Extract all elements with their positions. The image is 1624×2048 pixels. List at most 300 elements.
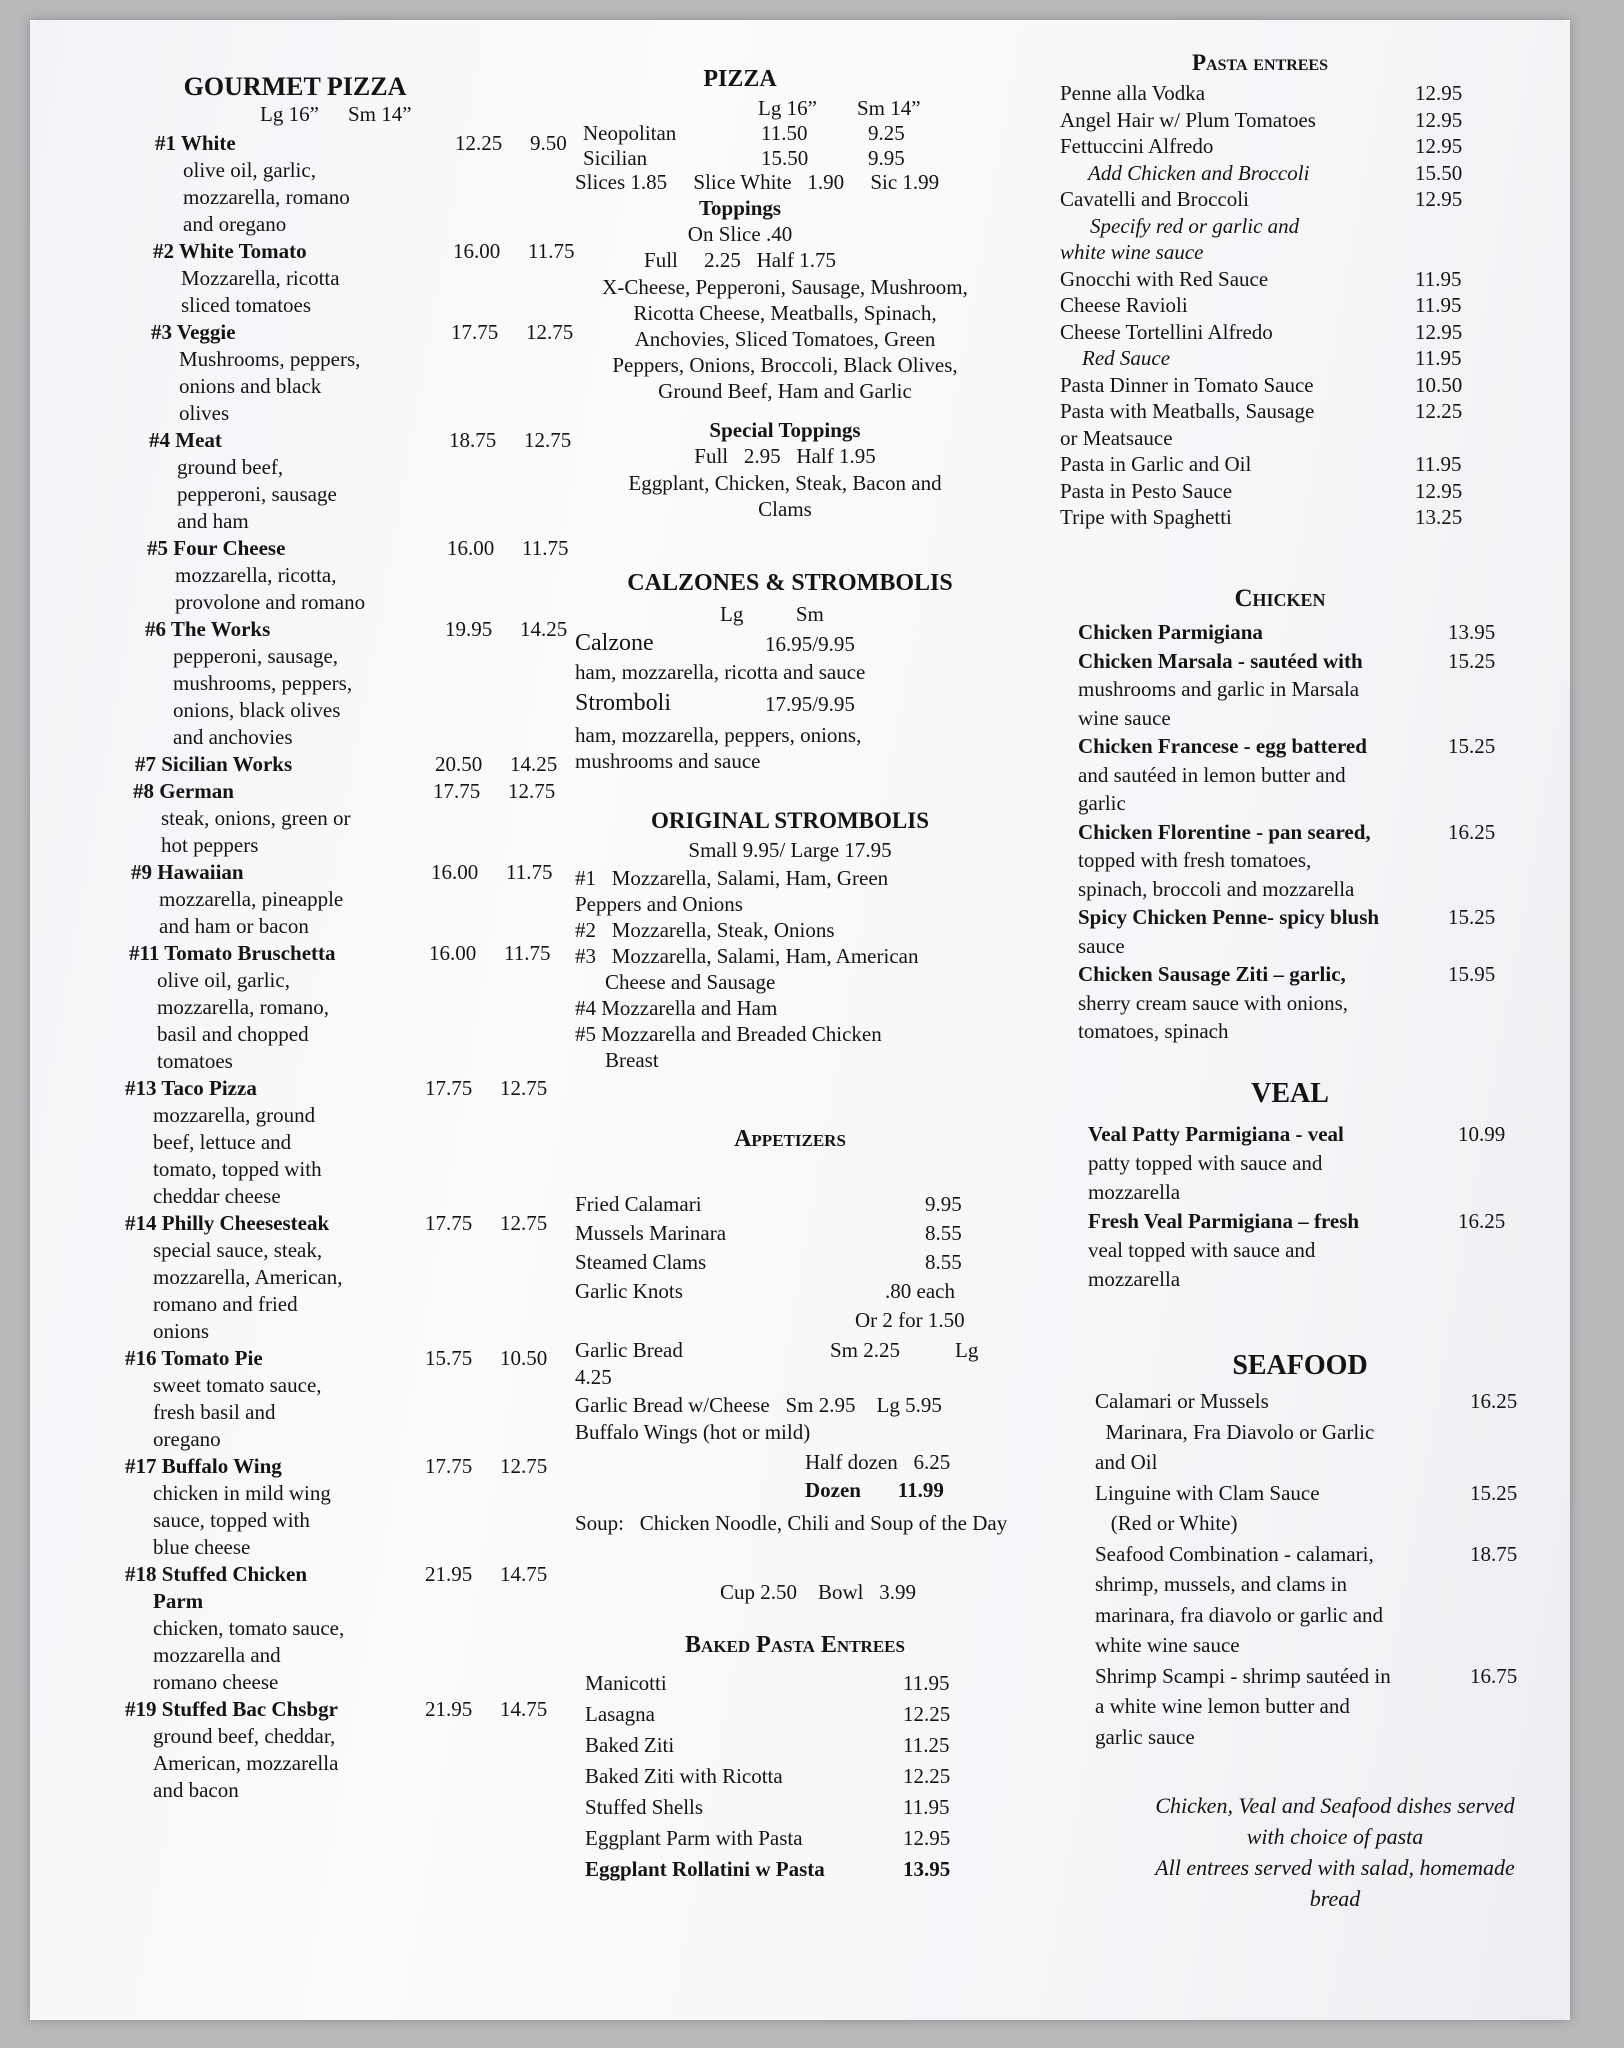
pasta-entree-name: Pasta in Garlic and Oil [1060, 452, 1252, 476]
gourmet-pizza-description: pepperoni, sausage, [173, 644, 339, 668]
gourmet-pizza-price-lg: 19.95 [445, 617, 493, 641]
gourmet-pizza-description: and ham [177, 509, 249, 533]
pasta-entree-row [1060, 239, 1445, 266]
chicken-entree-line: mushrooms and garlic in Marsala [1078, 677, 1360, 701]
gourmet-pizza-description: onions, black olives [173, 698, 341, 722]
veal-title: VEAL [1251, 1078, 1329, 1109]
gourmet-pizza-item [125, 1210, 595, 1345]
chicken-entree-item [1078, 960, 1496, 1046]
gourmet-pizza-description: steak, onions, green or [161, 806, 351, 830]
gourmet-pizza-description: Parm [153, 1589, 204, 1613]
gourmet-pizza-price-lg: 15.75 [425, 1346, 473, 1370]
seafood-list [1095, 1386, 1540, 1752]
gourmet-pizza-description: tomato, topped with [153, 1157, 322, 1181]
seafood-entree-line: and Oil [1095, 1450, 1158, 1474]
baked-pasta-row [585, 1823, 951, 1854]
seafood-entree-line: marinara, fra diavolo or garlic and [1095, 1602, 1384, 1627]
wings-dozen: Dozen 11.99 [805, 1478, 944, 1502]
baked-pasta-row [585, 1854, 951, 1885]
soup-cup-bowl: Cup 2.50 Bowl 3.99 [720, 1580, 917, 1604]
original-stromboli-line: #4 Mozzarella and Ham [575, 996, 778, 1020]
toppings-on-slice: On Slice .40 [687, 222, 793, 246]
appetizer-price: 9.95 [925, 1192, 962, 1216]
baked-pasta-row [585, 1730, 950, 1761]
seafood-entree-line: (Red or White) [1095, 1511, 1238, 1535]
seafood-entree-line: Seafood Combination - calamari, [1095, 1541, 1374, 1566]
seafood-entree-item [1095, 1478, 1540, 1539]
gourmet-pizza-name: #17 Buffalo Wing [125, 1454, 282, 1478]
gourmet-pizza-description: mozzarella, pineapple [159, 887, 344, 911]
topping-line: Ricotta Cheese, Meatballs, Spinach, [633, 301, 937, 325]
pasta-entree-price: 12.95 [1415, 319, 1463, 344]
chicken-entree-item [1078, 647, 1496, 733]
gourmet-pizza-description: oregano [153, 1427, 221, 1451]
chicken-entree-line: Chicken Francese - egg battered [1078, 734, 1367, 758]
garlic-bread: Garlic Bread [575, 1338, 683, 1362]
chicken-entree-line: and sautéed in lemon butter and [1078, 762, 1346, 787]
calzone-price: 16.95/9.95 [765, 632, 855, 656]
pizza-price-lg: 15.50 [761, 146, 809, 170]
original-stromboli-line: Cheese and Sausage [605, 970, 776, 994]
gourmet-pizza-item [147, 535, 595, 616]
baked-pasta-name: Manicotti [585, 1671, 667, 1695]
wings-half-dozen: Half dozen 6.25 [805, 1450, 951, 1474]
gourmet-pizza-name: #2 White Tomato [153, 239, 307, 263]
pasta-entree-row [1060, 345, 1462, 372]
gourmet-pizza-description: mushrooms, peppers, [173, 671, 353, 695]
appetizer-name: Mussels Marinara [575, 1221, 727, 1245]
appetizer-name: Garlic Knots [575, 1279, 683, 1303]
pizza-row [583, 146, 913, 171]
gourmet-pizza-price-sm: 14.75 [500, 1697, 548, 1721]
pasta-entree-row [1060, 372, 1463, 399]
pasta-entree-price: 12.95 [1415, 478, 1463, 503]
gourmet-pizza-row [125, 1345, 595, 1372]
gourmet-pizza-price-sm: 11.75 [528, 239, 575, 263]
seafood-entree-line: Linguine with Clam Sauce [1095, 1480, 1320, 1505]
pizza-price-sm: 9.95 [868, 146, 905, 170]
pasta-entree-name: Cavatelli and Broccoli [1060, 187, 1249, 211]
gourmet-pizza-price-lg: 17.75 [425, 1076, 473, 1100]
calzones-sizes: Lg Sm [720, 602, 824, 626]
appetizer-row [575, 1219, 995, 1248]
pasta-entree-row [1060, 292, 1462, 319]
pasta-entree-row [1060, 213, 1445, 240]
pizza-slices: Slices 1.85 Slice White 1.90 Sic 1.99 [575, 170, 940, 194]
pasta-entree-name: Pasta in Pesto Sauce [1060, 478, 1233, 503]
special-topping-line: Clams [758, 497, 812, 521]
chicken-entree-line: Chicken Florentine - pan seared, [1078, 819, 1371, 844]
veal-entree-line: mozzarella [1088, 1267, 1181, 1291]
garlic-bread-cheese: Garlic Bread w/Cheese Sm 2.95 Lg 5.95 [575, 1393, 942, 1417]
gourmet-pizza-price-sm: 9.50 [530, 131, 567, 155]
gourmet-pizza-description: olives [179, 401, 230, 425]
gourmet-pizza-description: sliced tomatoes [181, 293, 312, 317]
special-toppings-list [575, 470, 995, 522]
chicken-entree-line: Chicken Sausage Ziti – garlic, [1078, 962, 1346, 986]
seafood-entree-price: 18.75 [1470, 1541, 1518, 1566]
gourmet-pizza-row [125, 1453, 595, 1480]
gourmet-pizza-row [151, 319, 595, 346]
chicken-entree-price: 15.95 [1448, 962, 1496, 986]
special-topping-line: Eggplant, Chicken, Steak, Bacon and [628, 471, 942, 495]
gourmet-pizza-name: #19 Stuffed Bac Chsbgr [125, 1697, 338, 1721]
gourmet-pizza-description: romano cheese [153, 1670, 279, 1694]
special-toppings-prices: Full 2.95 Half 1.95 [694, 444, 876, 468]
original-strombolis-list [575, 865, 1035, 1073]
seafood-entree-price: 15.25 [1470, 1480, 1518, 1505]
gourmet-pizza-name: #4 Meat [149, 428, 222, 452]
calzone-description: ham, mozzarella, ricotta and sauce [575, 660, 866, 684]
gourmet-pizza-name: #6 The Works [145, 617, 271, 641]
chicken-entree-item [1078, 903, 1496, 960]
baked-pasta-price: 11.95 [903, 1671, 950, 1695]
pasta-entree-name: Add Chicken and Broccoli [1088, 160, 1310, 185]
original-stromboli-line: #3 Mozzarella, Salami, Ham, American [575, 944, 919, 968]
gourmet-pizza-row [125, 1561, 595, 1588]
gourmet-pizza-description: mozzarella and [153, 1643, 281, 1667]
gourmet-pizza-description: Mushrooms, peppers, [179, 347, 361, 371]
stromboli-name: Stromboli [575, 690, 672, 716]
gourmet-pizza-description: and bacon [153, 1778, 239, 1802]
appetizer-price: .80 each [885, 1279, 955, 1303]
gourmet-pizza-description: hot peppers [161, 833, 259, 857]
pasta-entree-name: Gnocchi with Red Sauce [1060, 266, 1269, 291]
gourmet-pizza-item [133, 778, 595, 859]
gourmet-pizza-row [125, 1210, 595, 1237]
pasta-entree-price: 11.95 [1415, 346, 1462, 370]
gourmet-pizza-price-lg: 16.00 [429, 941, 477, 965]
gourmet-pizza-price-sm: 10.50 [500, 1346, 548, 1370]
toppings-title: Toppings [698, 196, 782, 220]
seafood-entree-line: shrimp, mussels, and clams in [1095, 1572, 1347, 1596]
pasta-entree-name: Pasta Dinner in Tomato Sauce [1060, 372, 1314, 397]
appetizer-row [575, 1190, 995, 1219]
gourmet-pizza-price-sm: 14.25 [510, 752, 558, 776]
stromboli-description [575, 722, 861, 774]
gourmet-pizza-description: provolone and romano [175, 590, 366, 614]
gourmet-pizza-price-sm: 12.75 [524, 428, 572, 452]
chicken-entree-line: tomatoes, spinach [1078, 1019, 1229, 1043]
gourmet-pizza-description: beef, lettuce and [153, 1130, 292, 1154]
veal-entree-line: veal topped with sauce and [1088, 1238, 1316, 1262]
chicken-title: Chicken [1234, 585, 1326, 612]
seafood-entree-line: garlic sauce [1095, 1724, 1195, 1749]
gourmet-pizza-name: #3 Veggie [151, 320, 236, 344]
topping-line: Ground Beef, Ham and Garlic [658, 379, 912, 403]
chicken-entree-price: 15.25 [1448, 648, 1496, 673]
stromboli-description-line: ham, mozzarella, peppers, onions, [575, 723, 862, 747]
baked-pasta-row [585, 1792, 950, 1823]
gourmet-pizza-description: chicken in mild wing [153, 1481, 331, 1505]
appetizers-title: Appetizers [734, 1126, 846, 1152]
gourmet-pizza-item [151, 319, 595, 427]
pasta-entree-name: or Meatsauce [1060, 425, 1173, 450]
pasta-entree-name: white wine sauce [1060, 240, 1204, 264]
garlic-bread-lg-price: 4.25 [575, 1365, 612, 1389]
pasta-entree-price: 12.95 [1415, 187, 1463, 211]
gourmet-pizza-title: GOURMET PIZZA [183, 72, 407, 101]
original-stromboli-line: #5 Mozzarella and Breaded Chicken [575, 1022, 882, 1046]
gourmet-pizza-description: ground beef, cheddar, [153, 1724, 336, 1748]
pasta-entree-row [1060, 107, 1463, 134]
gourmet-pizza-item [155, 130, 595, 238]
baked-pasta-price: 12.95 [903, 1826, 951, 1850]
pasta-entrees-list [1060, 80, 1463, 531]
gourmet-pizza-price-sm: 12.75 [508, 779, 556, 803]
pasta-entree-price: 15.50 [1415, 160, 1463, 185]
baked-pasta-name: Baked Ziti with Ricotta [585, 1764, 783, 1788]
gourmet-pizza-row [145, 616, 595, 643]
pasta-entree-row [1060, 451, 1462, 478]
veal-entree-price: 10.99 [1458, 1122, 1506, 1146]
seafood-entree-line: Calamari or Mussels [1095, 1389, 1269, 1413]
garlic-knots-or-2: Or 2 for 1.50 [855, 1308, 965, 1332]
gourmet-pizza-price-lg: 17.75 [451, 320, 499, 344]
seafood-entree-price: 16.25 [1470, 1389, 1518, 1413]
soup: Soup: Chicken Noodle, Chili and Soup of the Day [575, 1511, 1008, 1535]
pizza-title: PIZZA [703, 66, 777, 92]
pasta-entree-price: 11.95 [1415, 266, 1462, 291]
appetizer-row [575, 1248, 995, 1277]
seafood-entree-item [1095, 1539, 1540, 1661]
gourmet-pizza-row [149, 427, 595, 454]
pasta-entree-row [1060, 504, 1463, 531]
gourmet-pizza-row [125, 1075, 595, 1102]
gourmet-pizza-description: tomatoes [157, 1049, 233, 1073]
gourmet-pizza-description: onions and black [179, 374, 322, 398]
gourmet-pizza-item [129, 940, 595, 1075]
original-strombolis-title: ORIGINAL STROMBOLIS [651, 808, 929, 833]
seafood-entree-line: a white wine lemon butter and [1095, 1694, 1350, 1718]
gourmet-pizza-price-lg: 17.75 [425, 1454, 473, 1478]
gourmet-pizza-price-lg: 20.50 [435, 752, 483, 776]
baked-pasta-title: Baked Pasta Entrees [685, 1632, 905, 1658]
pasta-entree-name: Penne alla Vodka [1060, 81, 1206, 105]
topping-line: Anchovies, Sliced Tomatoes, Green [634, 327, 936, 351]
pizza-row [583, 121, 913, 146]
stromboli-price: 17.95/9.95 [765, 692, 855, 716]
gourmet-pizza-name: #9 Hawaiian [131, 860, 244, 884]
gourmet-pizza-price-lg: 12.25 [455, 131, 503, 155]
gourmet-pizza-price-sm: 12.75 [500, 1076, 548, 1100]
seafood-entree-line: Shrimp Scampi - shrimp sautéed in [1095, 1663, 1391, 1688]
baked-pasta-row [585, 1761, 951, 1792]
stromboli-description-line: mushrooms and sauce [575, 749, 761, 773]
pizza-name: Neopolitan [583, 121, 677, 145]
gourmet-pizza-item [125, 1561, 595, 1696]
gourmet-pizza-item [153, 238, 595, 319]
gourmet-pizza-description: and oregano [183, 212, 287, 236]
pizza-price-rows [583, 121, 913, 171]
pasta-entree-row [1060, 80, 1463, 107]
pasta-entree-price: 12.95 [1415, 81, 1463, 105]
gourmet-pizza-item [145, 616, 595, 751]
gourmet-pizza-description: sweet tomato sauce, [153, 1373, 322, 1397]
gourmet-pizza-row [133, 778, 595, 805]
gourmet-pizza-price-lg: 18.75 [449, 428, 497, 452]
gourmet-pizza-description: mozzarella, romano [183, 185, 350, 209]
appetizer-name: Fried Calamari [575, 1192, 702, 1216]
pasta-entree-name: Pasta with Meatballs, Sausage [1060, 399, 1315, 423]
topping-line: X-Cheese, Pepperoni, Sausage, Mushroom, [602, 275, 968, 299]
pasta-entree-row [1060, 398, 1463, 425]
appetizers-list [575, 1190, 995, 1306]
buffalo-wings: Buffalo Wings (hot or mild) [575, 1420, 811, 1444]
gourmet-pizza-item [125, 1345, 595, 1453]
chicken-list [1078, 618, 1496, 1046]
gourmet-pizza-name: #11 Tomato Bruschetta [129, 941, 336, 965]
veal-entree-price: 16.25 [1458, 1209, 1506, 1233]
veal-entree-line: Veal Patty Parmigiana - veal [1088, 1122, 1344, 1146]
gourmet-pizza-list [125, 130, 595, 1804]
seafood-entree-item [1095, 1661, 1540, 1753]
gourmet-pizza-name: #16 Tomato Pie [125, 1346, 263, 1370]
chicken-entree-line: spinach, broccoli and mozzarella [1078, 876, 1355, 901]
veal-entree-item [1088, 1207, 1506, 1294]
baked-pasta-name: Stuffed Shells [585, 1795, 704, 1819]
gourmet-pizza-name: #1 White [155, 131, 236, 155]
gourmet-pizza-name: #13 Taco Pizza [125, 1076, 257, 1100]
gourmet-pizza-name: #18 Stuffed Chicken [125, 1562, 308, 1586]
chicken-entree-line: Chicken Marsala - sautéed with [1078, 648, 1363, 673]
gourmet-pizza-price-lg: 16.00 [453, 239, 501, 263]
pasta-entree-name: Specify red or garlic and [1090, 213, 1300, 238]
gourmet-pizza-item [131, 859, 595, 940]
baked-pasta-list [585, 1668, 951, 1885]
pasta-entree-price: 10.50 [1415, 372, 1463, 397]
gourmet-pizza-description: ground beef, [177, 455, 284, 479]
gourmet-pizza-description: olive oil, garlic, [183, 158, 316, 182]
veal-entree-line: Fresh Veal Parmigiana – fresh [1088, 1209, 1360, 1233]
original-stromboli-line: Peppers and Onions [575, 892, 743, 916]
pasta-entree-row [1060, 478, 1463, 505]
appetizer-name: Steamed Clams [575, 1250, 707, 1274]
gourmet-pizza-name: #14 Philly Cheesesteak [125, 1211, 330, 1235]
baked-pasta-name: Eggplant Rollatini w Pasta [585, 1857, 825, 1881]
gourmet-pizza-price-sm: 12.75 [500, 1211, 548, 1235]
gourmet-pizza-description: romano and fried [153, 1292, 298, 1316]
gourmet-pizza-description: mozzarella, romano, [157, 995, 329, 1019]
seafood-entree-item [1095, 1386, 1540, 1478]
pasta-entree-price: 12.95 [1415, 134, 1463, 158]
pizza-price-sm: 9.25 [868, 121, 905, 145]
gourmet-pizza-price-sm: 14.25 [520, 617, 568, 641]
pasta-entree-row [1060, 425, 1445, 452]
menu-footer-note [1100, 1790, 1570, 1914]
gourmet-pizza-description: blue cheese [153, 1535, 251, 1559]
chicken-entree-line: wine sauce [1078, 705, 1171, 730]
pasta-entree-row [1060, 186, 1463, 213]
pizza-size-sm: Sm 14” [857, 96, 921, 120]
original-stromboli-line: #2 Mozzarella, Steak, Onions [575, 918, 835, 942]
chicken-entree-line: sherry cream sauce with onions, [1078, 990, 1348, 1015]
pasta-entree-row [1060, 266, 1462, 293]
gourmet-pizza-item [135, 751, 595, 778]
gourmet-pizza-item [125, 1696, 595, 1804]
pasta-entree-price: 12.95 [1415, 107, 1463, 132]
gourmet-size-lg: Lg 16” [260, 102, 319, 126]
gourmet-pizza-description: chicken, tomato sauce, [153, 1616, 345, 1640]
baked-pasta-price: 11.95 [903, 1795, 950, 1819]
veal-list [1088, 1120, 1506, 1294]
chicken-entree-item [1078, 618, 1496, 647]
gourmet-pizza-description: mozzarella, ground [153, 1103, 316, 1127]
chicken-entree-price: 16.25 [1448, 819, 1496, 844]
pasta-entree-name: Fettuccini Alfredo [1060, 134, 1214, 158]
baked-pasta-price: 11.25 [903, 1733, 950, 1757]
calzone-name: Calzone [575, 630, 654, 656]
gourmet-pizza-description: pepperoni, sausage [177, 482, 337, 506]
garlic-bread-lg: Lg [955, 1338, 979, 1362]
gourmet-pizza-name: #8 German [133, 779, 234, 803]
chicken-entree-line: topped with fresh tomatoes, [1078, 848, 1312, 872]
gourmet-pizza-item [125, 1453, 595, 1561]
menu-page [30, 20, 1570, 2020]
gourmet-pizza-name: #7 Sicilian Works [135, 752, 293, 776]
gourmet-pizza-price-sm: 11.75 [506, 860, 553, 884]
gourmet-pizza-description: and ham or bacon [159, 914, 309, 938]
pizza-price-lg: 11.50 [761, 121, 808, 145]
toppings-list [575, 274, 995, 404]
original-strombolis-prices: Small 9.95/ Large 17.95 [688, 838, 892, 862]
seafood-title: SEAFOOD [1232, 1350, 1368, 1381]
pasta-entree-price: 13.25 [1415, 505, 1463, 529]
toppings-full-half: Full 2.25 Half 1.75 [644, 248, 836, 272]
pasta-entree-name: Cheese Ravioli [1060, 293, 1188, 317]
gourmet-pizza-row [135, 751, 595, 778]
seafood-entree-line: Marinara, Fra Diavolo or Garlic [1095, 1419, 1375, 1444]
chicken-entree-price: 15.25 [1448, 734, 1496, 758]
gourmet-pizza-item [125, 1075, 595, 1210]
chicken-entree-item [1078, 732, 1496, 818]
pasta-entree-row [1060, 160, 1463, 187]
gourmet-pizza-price-lg: 21.95 [425, 1697, 473, 1721]
garlic-bread-sm: Sm 2.25 [830, 1338, 901, 1362]
gourmet-pizza-row [131, 859, 595, 886]
pasta-entree-name: Angel Hair w/ Plum Tomatoes [1060, 107, 1316, 132]
gourmet-pizza-description: American, mozzarella [153, 1751, 339, 1775]
gourmet-pizza-description: cheddar cheese [153, 1184, 281, 1208]
footer-line: with choice of pasta [1246, 1824, 1424, 1849]
footer-line: All entrees served with salad, homemade [1155, 1855, 1515, 1880]
veal-entree-item [1088, 1120, 1506, 1207]
baked-pasta-name: Eggplant Parm with Pasta [585, 1826, 803, 1850]
gourmet-pizza-description: special sauce, steak, [153, 1238, 323, 1262]
pasta-entree-price: 12.25 [1415, 399, 1463, 423]
gourmet-pizza-price-lg: 16.00 [447, 536, 495, 560]
gourmet-pizza-name: #5 Four Cheese [147, 536, 286, 560]
chicken-entree-price: 13.95 [1448, 620, 1496, 644]
chicken-entree-line: sauce [1078, 933, 1125, 958]
pasta-entree-name: Cheese Tortellini Alfredo [1060, 319, 1273, 344]
gourmet-pizza-description: mozzarella, American, [153, 1265, 343, 1289]
appetizer-row [575, 1277, 995, 1306]
gourmet-pizza-description: sauce, topped with [153, 1508, 310, 1532]
calzones-title: CALZONES & STROMBOLIS [627, 570, 953, 596]
gourmet-pizza-price-sm: 12.75 [500, 1454, 548, 1478]
gourmet-pizza-price-lg: 21.95 [425, 1562, 473, 1586]
gourmet-size-sm: Sm 14” [348, 102, 412, 126]
gourmet-pizza-price-lg: 17.75 [433, 779, 481, 803]
pasta-entrees-title: Pasta entrees [1192, 50, 1328, 75]
pasta-entree-price: 11.95 [1415, 452, 1462, 476]
pasta-entree-row [1060, 133, 1463, 160]
gourmet-pizza-description: mozzarella, ricotta, [175, 563, 337, 587]
footer-line: Chicken, Veal and Seafood dishes served [1155, 1793, 1515, 1818]
gourmet-pizza-price-sm: 12.75 [526, 320, 574, 344]
baked-pasta-price: 12.25 [903, 1764, 951, 1788]
